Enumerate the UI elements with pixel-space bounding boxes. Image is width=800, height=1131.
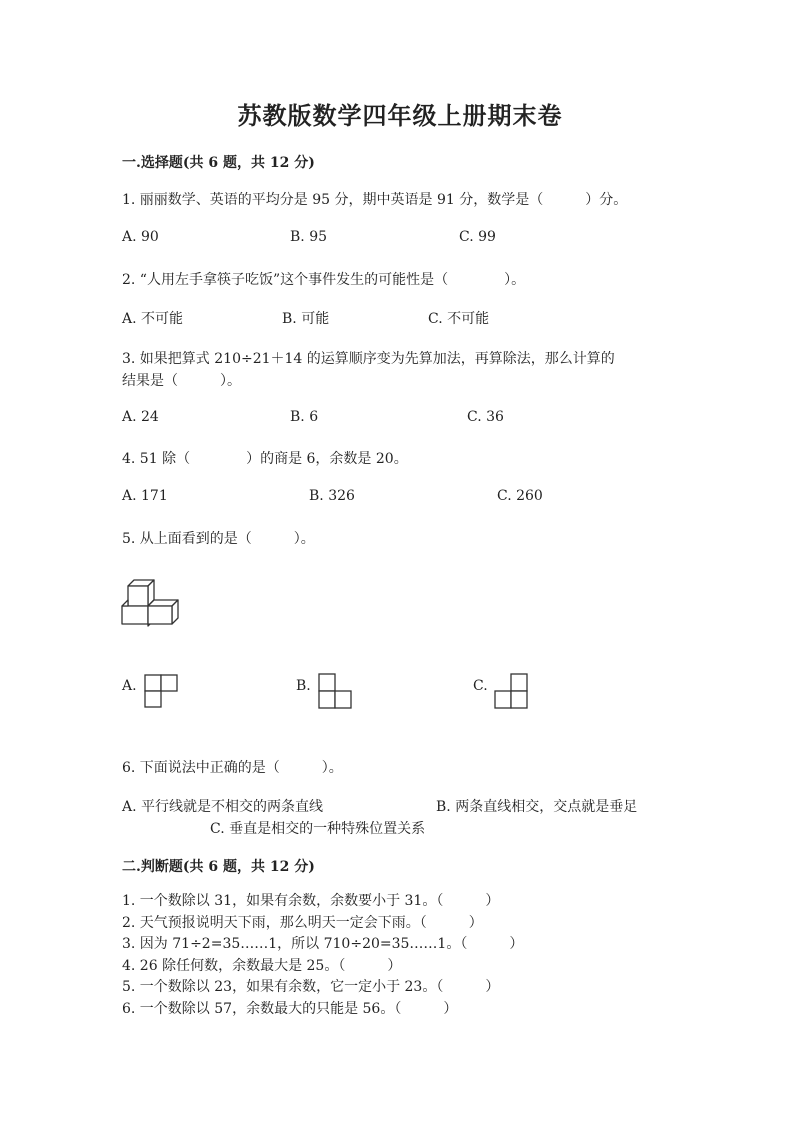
judgement-item-3: 3. 因为 71÷2=35……1，所以 710÷20=35……1。（ ）	[122, 936, 524, 952]
question-5: 5. 从上面看到的是（ ）。	[122, 531, 315, 547]
judgement-item-5: 5. 一个数除以 23，如果有余数，它一定小于 23。（ ）	[122, 979, 500, 995]
q4-option-b: B. 326	[309, 488, 355, 504]
section-heading-judgement: 二.判断题(共 6 题，共 12 分)	[122, 859, 315, 875]
judgement-item-1: 1. 一个数除以 31，如果有余数，余数要小于 31。（ ）	[122, 893, 500, 909]
q4-option-a: A. 171	[122, 488, 168, 504]
q5-option-a-figure	[144, 674, 178, 708]
q2-option-b: B. 可能	[282, 311, 330, 327]
q2-option-c: C. 不可能	[428, 311, 490, 327]
q6-option-c: C. 垂直是相交的一种特殊位置关系	[210, 821, 426, 837]
q6-option-b: B. 两条直线相交，交点就是垂足	[436, 799, 638, 815]
q5-option-c-figure	[494, 673, 528, 709]
q3-option-b: B. 6	[290, 409, 319, 425]
q2-option-a: A. 不可能	[122, 311, 184, 327]
page-title: 苏教版数学四年级上册期末卷	[237, 101, 563, 130]
question-4: 4. 51 除（ ）的商是 6，余数是 20。	[122, 451, 408, 467]
q5-option-c: C.	[473, 678, 488, 694]
cube-stack-figure	[120, 578, 182, 626]
judgement-item-6: 6. 一个数除以 57，余数最大的只能是 56。（ ）	[122, 1001, 458, 1017]
q5-option-b: B.	[296, 678, 311, 694]
judgement-item-4: 4. 26 除任何数，余数最大是 25。（ ）	[122, 958, 402, 974]
question-2: 2. “人用左手拿筷子吃饭”这个事件发生的可能性是（ ）。	[122, 272, 526, 288]
q1-option-b: B. 95	[290, 229, 328, 245]
q5-option-a: A.	[122, 678, 137, 694]
question-1: 1. 丽丽数学、英语的平均分是 95 分，期中英语是 91 分，数学是（ ）分。	[122, 192, 628, 208]
q4-option-c: C. 260	[497, 488, 543, 504]
q5-option-b-figure	[318, 673, 352, 709]
section-heading-choice: 一.选择题(共 6 题，共 12 分)	[122, 155, 315, 171]
judgement-item-2: 2. 天气预报说明天下雨，那么明天一定会下雨。（ ）	[122, 915, 483, 931]
question-6: 6. 下面说法中正确的是（ ）。	[122, 760, 343, 776]
q6-option-a: A. 平行线就是不相交的两条直线	[122, 799, 324, 815]
question-3-line-1: 3. 如果把算式 210÷21＋14 的运算顺序变为先算加法，再算除法，那么计算的	[122, 351, 615, 367]
q1-option-c: C. 99	[459, 229, 496, 245]
q3-option-c: C. 36	[467, 409, 504, 425]
q3-option-a: A. 24	[122, 409, 159, 425]
q1-option-a: A. 90	[122, 229, 159, 245]
question-3-line-2: 结果是（ ）。	[122, 373, 241, 389]
